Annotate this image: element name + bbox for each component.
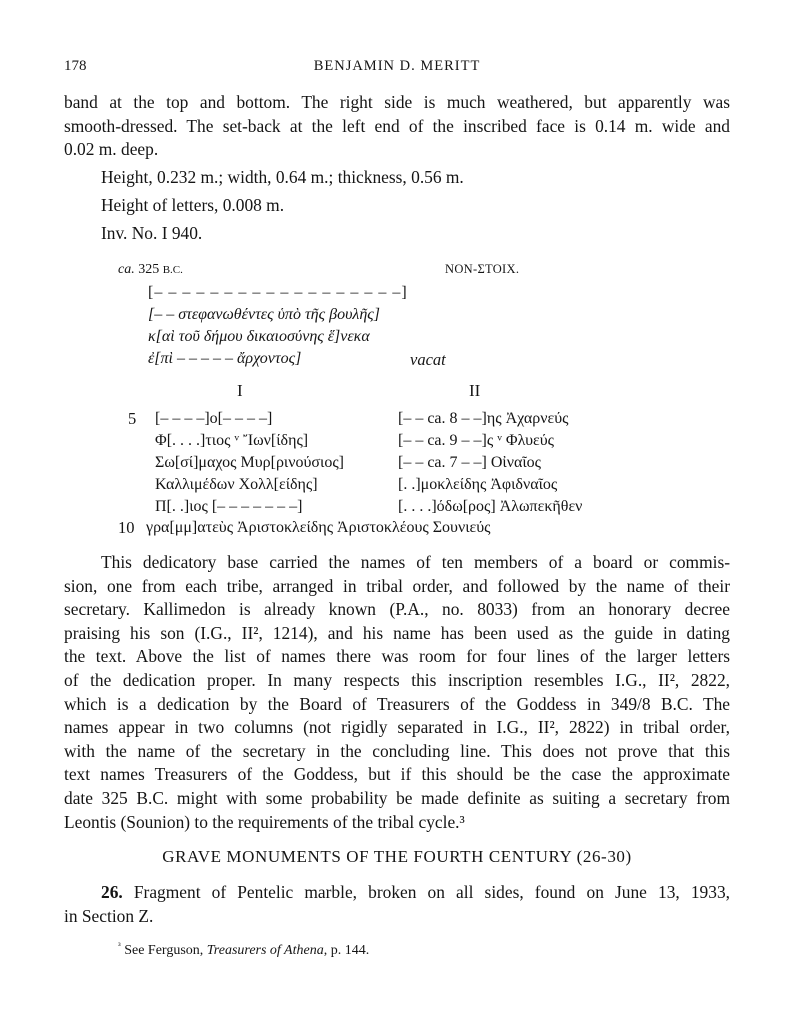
column-label-i: I [237,381,243,400]
col1-line: Φ[. . . .]τιος ᵛ Ἴων[ίδης] [155,432,309,449]
inscription-line: [– – – – – – – – – – – – – – – – – –] [148,284,408,301]
date-era: B.C. [162,264,183,276]
inscription-line: [– – στεφανωθέντες ὑπὸ τῆς βουλῆς] [148,306,380,323]
spec-inventory: Inv. No. I 940. [101,223,203,243]
col1-line: Σω[σί]μαχος Μυρ[ρινούσιος] [155,454,344,471]
col2-line: [– – ca. 7 – –] Οἰναῖος [398,454,541,471]
entry-number: 26. [101,882,123,902]
entry-line: 26. Fragment of Pentelic marble, broken on all sides, found on June 13, 1933, [101,882,730,902]
inscription-date [118,262,183,278]
inscription-line: κ[αὶ τοῦ δήμου δικαιοσύνης ἕ]νεκα [148,328,370,345]
commentary-line: with the name of the secretary in the concluding line. This does not prove that this [64,740,730,761]
col1-line: [– – – –]ο[– – – –] [155,410,273,427]
commentary-line: names appear in two columns (not rigidly separated in I.G., II², 2822) in tribal order, [64,717,730,738]
commentary-line: secretary. Kallimedon is already known (P.A., no. 8033) from an honorary decree [64,599,730,620]
entry-line: in Section Z. [64,905,154,926]
footnote-text: See Ferguson, [124,943,204,958]
col2-line: [– – ca. 9 – –]ς ᵛ Φλυεύς [398,432,554,449]
date-prefix: ca. [118,262,135,277]
section-heading: GRAVE MONUMENTS OF THE FOURTH CENTURY (26-30) [162,847,632,866]
inscription-style: NON-ΣTOIX. [445,262,520,276]
commentary-line: sion, one from each tribe, arranged in tribal order, and followed by the name of their [64,575,730,596]
inscription-line: ἐ[πὶ – – – – – ἄρχοντος] [148,350,302,367]
spec-dimensions: Height, 0.232 m.; width, 0.64 m.; thickness, 0.56 m. [101,167,464,187]
footnote-page: , p. 144. [323,943,370,958]
col1-line: Καλλιμέδων Χολλ[είδης] [155,476,318,493]
commentary-line: This dedicatory base carried the names of ten members of a board or commis- [101,552,730,572]
commentary-line: praising his son (I.G., II², 1214), and his name has been used as the guide in dating [64,622,730,643]
col1-line: Π[. .]ιος [– – – – – – –] [155,498,303,515]
col2-line: [. .]μοκλείδης Ἀφιδναῖος [398,476,558,493]
column-label-ii: II [469,381,481,400]
commentary-line: which is a dedication by the Board of Treasurers of the Goddess in 349/8 B.C. The [64,693,730,714]
footnote-marker: ³ [118,940,121,951]
footnote [118,940,370,959]
page-header [64,58,730,80]
line-number: 10 [118,518,135,537]
intro-line: smooth-dressed. The set-back at the left end of the inscribed face is 0.14 m. wide and [64,115,730,136]
col2-line: [. . . .]όδω[ρος] Ἀλωπεκῆθεν [398,498,583,515]
commentary-line: date 325 B.C. might with some probability be made definite as suiting a secretary from [64,788,730,808]
date-year: 325 [138,262,160,277]
spec-letter-height: Height of letters, 0.008 m. [101,195,285,215]
vacat-label: vacat [410,350,446,369]
commentary-line: Leontis (Sounion) to the requirements of the tribal cycle.³ [64,811,465,832]
col2-line: [– – ca. 8 – –]ης Ἀχαρνεύς [398,410,569,427]
inscription-last-line: γρα[μμ]ατεὺς Ἀριστοκλείδης Ἀριστοκλέους Σουνιεύς [146,519,491,536]
intro-line: 0.02 m. deep. [64,139,159,160]
running-head: BENJAMIN D. MERITT [313,58,481,74]
line-number: 5 [128,409,137,428]
page-number: 178 [64,58,87,74]
intro-line: band at the top and bottom. The right side is much weathered, but apparently was [64,92,730,112]
commentary-line: text names Treasurers of the Goddess, but if this should be the case the approximate [64,764,730,785]
commentary-line: of the dedication proper. In many respects this inscription resembles I.G., II², 2822, [64,670,730,690]
footnote-title: Treasurers of Athena [206,943,324,958]
commentary-line: the text. Above the list of names there was room for four lines of the larger letters [64,646,730,667]
